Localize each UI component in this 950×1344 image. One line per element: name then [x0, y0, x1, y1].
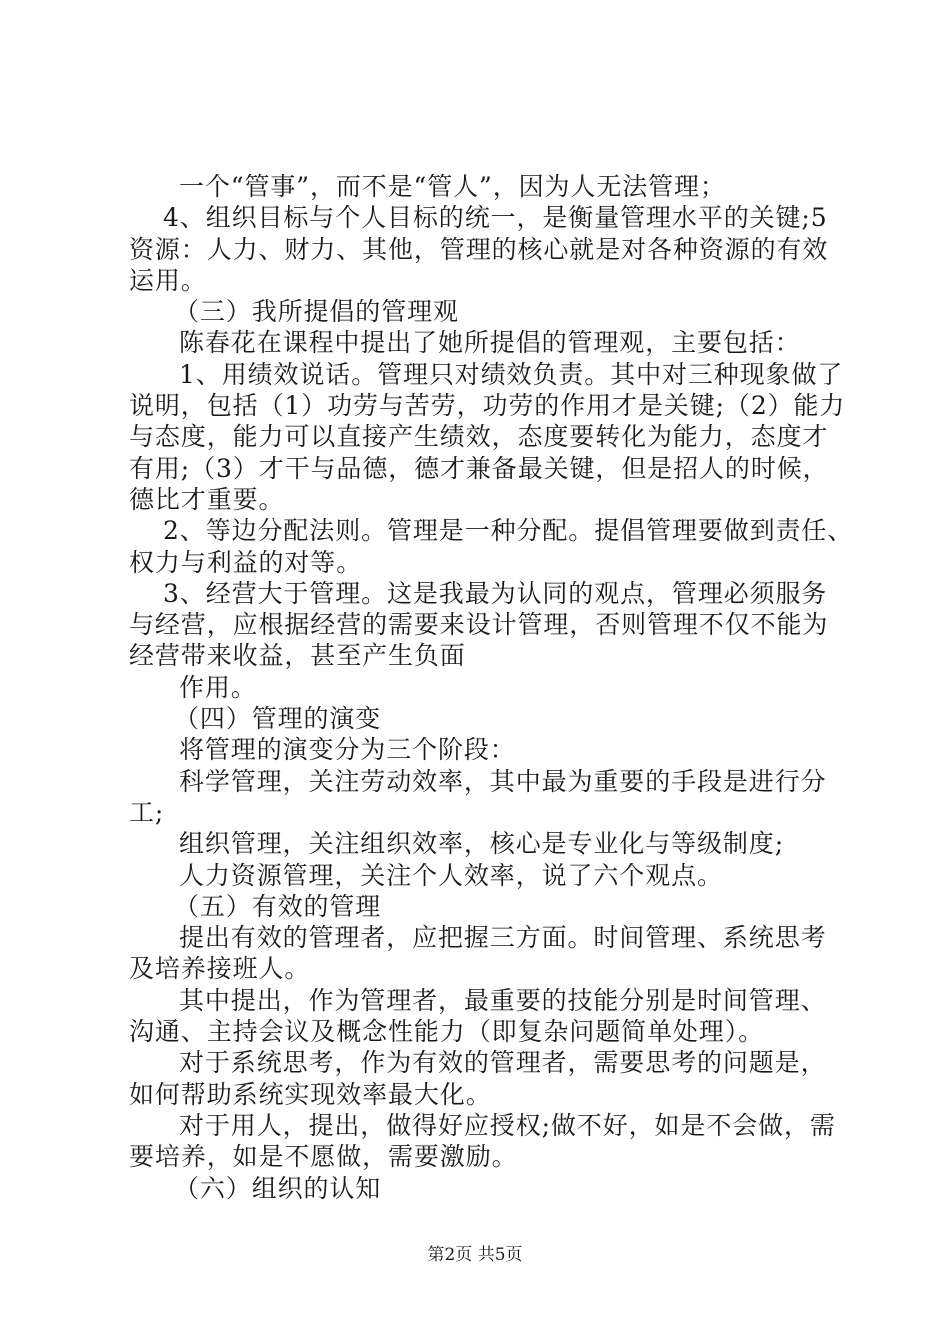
- text-line: 沟通、主持会议及概念性能力（即复杂问题简单处理）。: [129, 1017, 765, 1047]
- section-heading: （三）我所提倡的管理观: [174, 297, 459, 327]
- text-line: 经营带来收益，甚至产生负面: [129, 641, 466, 671]
- text-line: 如何帮助系统实现效率最大化。: [129, 1079, 492, 1109]
- text-line: 作用。: [179, 672, 257, 702]
- section-heading: （六）组织的认知: [174, 1173, 382, 1203]
- text-line: 资源：人力、财力、其他，管理的核心就是对各种资源的有效: [129, 234, 829, 264]
- page-number: 第2页 共5页: [427, 1245, 523, 1265]
- text-line: 及培养接班人。: [129, 954, 311, 984]
- text-line: 将管理的演变分为三个阶段：: [179, 735, 516, 765]
- text-line: 权力与利益的对等。: [129, 547, 363, 577]
- text-line: 有用;（3）才干与品德，德才兼备最关键，但是招人的时候，: [129, 453, 829, 483]
- section-heading: （四）管理的演变: [174, 704, 382, 734]
- text-line: 4、组织目标与个人目标的统一，是衡量管理水平的关键;5: [163, 203, 828, 233]
- text-line: 工;: [129, 797, 165, 827]
- text-line: 德比才重要。: [129, 484, 285, 514]
- text-line: 2、等边分配法则。管理是一种分配。提倡管理要做到责任、: [163, 516, 854, 546]
- section-heading: （五）有效的管理: [174, 891, 382, 921]
- text-line: 组织管理，关注组织效率，核心是专业化与等级制度;: [179, 829, 785, 859]
- text-line: 说明，包括（1）功劳与苦劳，功劳的作用才是关键;（2）能力: [129, 391, 846, 421]
- text-line: 1、用绩效说话。管理只对绩效负责。其中对三种现象做了: [179, 359, 844, 389]
- text-line: 其中提出，作为管理者，最重要的技能分别是时间管理、: [179, 985, 827, 1015]
- text-line: 与经营，应根据经营的需要来设计管理，否则管理不仅不能为: [129, 610, 829, 640]
- text-line: 陈春花在课程中提出了她所提倡的管理观，主要包括：: [179, 328, 801, 358]
- text-line: 要培养，如是不愿做，需要激励。: [129, 1142, 518, 1172]
- text-line: 对于系统思考，作为有效的管理者，需要思考的问题是，: [179, 1048, 827, 1078]
- text-line: 科学管理，关注劳动效率，其中最为重要的手段是进行分: [179, 766, 827, 796]
- text-line: 运用。: [129, 265, 207, 295]
- body-text: [129, 171, 854, 1204]
- text-line: 提出有效的管理者，应把握三方面。时间管理、系统思考: [179, 923, 827, 953]
- text-line: 一个“管事”，而不是“管人”，因为人无法管理；: [179, 172, 726, 201]
- text-line: 人力资源管理，关注个人效率，说了六个观点。: [179, 860, 723, 890]
- text-line: 3、经营大于管理。这是我最为认同的观点，管理必须服务: [163, 578, 828, 608]
- text-line: 对于用人，提出，做得好应授权;做不好，如是不会做，需: [179, 1110, 836, 1140]
- page-footer: [0, 1244, 950, 1266]
- text-line: 与态度，能力可以直接产生绩效，态度要转化为能力，态度才: [129, 422, 829, 452]
